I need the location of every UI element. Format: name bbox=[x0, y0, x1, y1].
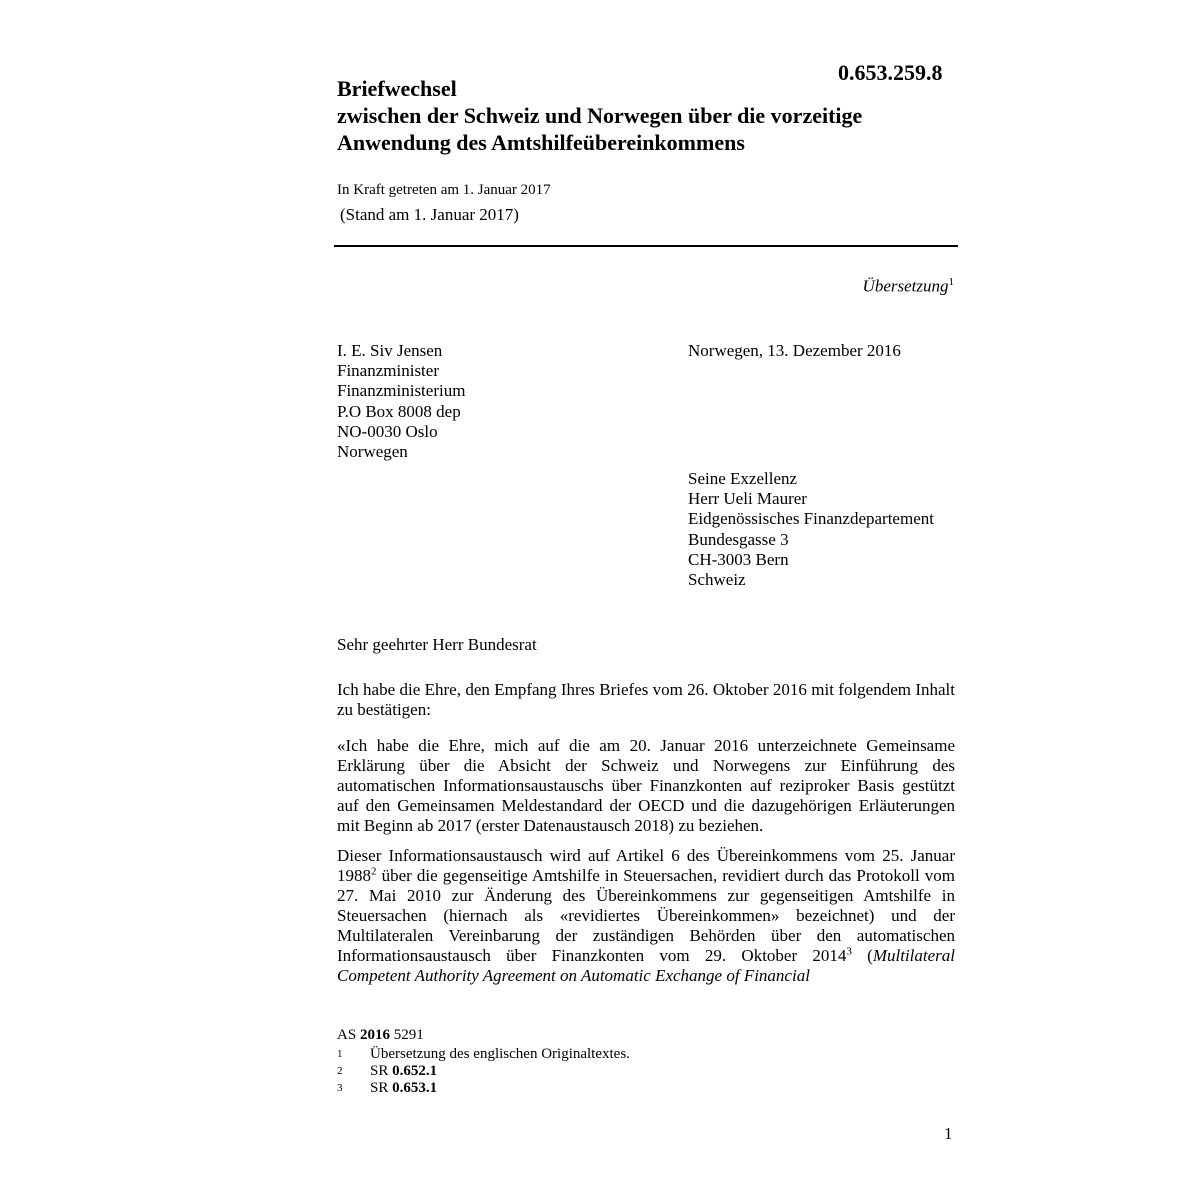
translation-label: Übersetzung bbox=[862, 276, 949, 296]
sender-line: Finanzministerium bbox=[337, 381, 466, 401]
translation-note bbox=[700, 276, 954, 297]
header-divider bbox=[334, 245, 958, 247]
footnote-text: Übersetzung des englischen Originaltextes. bbox=[370, 1046, 630, 1062]
footnote-sr-prefix: SR bbox=[370, 1080, 393, 1096]
recipient-address bbox=[688, 469, 934, 590]
footnote-3 bbox=[337, 1080, 437, 1096]
paragraph-3-italic: Multilateral Competent Authority Agreement on Automatic Exchange of Financial bbox=[337, 946, 956, 985]
paragraph-3-text-c: ( bbox=[851, 946, 873, 965]
as-prefix: AS bbox=[337, 1027, 360, 1043]
body-paragraph-2: «Ich habe die Ehre, mich auf die am 20. Januar 2016 unterzeichnete Gemeinsame Erklärung über die Absicht der Schweiz und Norwegens zur Einführung des automatischen Informationsaustauschs über Finanzkonten auf reziproker Basis gestützt auf den Gemeinsamen Meldestandard der OECD und die dazugehörigen Erläuterungen mit Beginn ab 2017 (erster Datenaustausch 2018) zu beziehen. bbox=[337, 736, 955, 835]
as-page: 5291 bbox=[389, 1027, 424, 1043]
footnote-mark: 3 bbox=[337, 1082, 343, 1094]
footnote-ref-1[interactable]: 1 bbox=[948, 276, 954, 288]
sender-line: I. E. Siv Jensen bbox=[337, 341, 443, 360]
letter-date: Norwegen, 13. Dezember 2016 bbox=[688, 341, 901, 360]
footnote-mark: 1 bbox=[337, 1048, 343, 1060]
as-year: 2016 bbox=[359, 1027, 390, 1043]
paragraph-3-text-a: Dieser Informationsaustausch wird auf Artikel 6 des Übereinkommens vom 25. Januar 1988 bbox=[337, 846, 955, 885]
page-number: 1 bbox=[944, 1124, 953, 1143]
recipient-line: Schweiz bbox=[688, 570, 746, 590]
as-reference bbox=[337, 1027, 424, 1044]
in-kraft-date: In Kraft getreten am 1. Januar 2017 bbox=[337, 182, 551, 198]
sender-address bbox=[337, 341, 465, 462]
footnote-2 bbox=[337, 1063, 437, 1079]
sender-line: P.O Box 8008 dep bbox=[337, 401, 461, 421]
footnote-mark: 2 bbox=[337, 1065, 343, 1077]
footnote-ref-2[interactable]: 2 bbox=[371, 865, 377, 878]
sr-number: 0.653.259.8 bbox=[838, 60, 943, 85]
footnote-sr-prefix: SR bbox=[370, 1063, 393, 1079]
stand-date: (Stand am 1. Januar 2017) bbox=[340, 205, 519, 224]
footnote-ref-3[interactable]: 3 bbox=[846, 945, 852, 958]
body-paragraph-3 bbox=[337, 846, 955, 986]
footnote-sr-number[interactable]: 0.652.1 bbox=[392, 1063, 438, 1079]
footnote-sr-number[interactable]: 0.653.1 bbox=[392, 1080, 438, 1096]
recipient-line: Eidgenössisches Finanzdepartement bbox=[688, 509, 934, 529]
sender-line: Norwegen bbox=[337, 442, 408, 462]
paragraph-3-text-b: über die gegenseitige Amtshilfe in Steuersachen, revidiert durch das Protokoll vom 27. Mai 2010 zur Änderung des Übereinkommens zur gegenseitigen Amtshilfe in Steuersachen (hiernach als «revidiertes Übereinkommen» bezeichnet) und der Multilateralen Vereinbarung der zuständigen Behörden über den automatischen Informationsaustausch über Finanzkonten vom 29. Oktober 2014 bbox=[337, 866, 955, 965]
footnote-1 bbox=[337, 1046, 630, 1062]
recipient-line: Seine Exzellenz bbox=[688, 469, 798, 488]
document-title bbox=[337, 75, 957, 156]
title-line-3: Anwendung des Amtshilfeübereinkommens bbox=[337, 130, 745, 155]
recipient-line: CH-3003 Bern bbox=[688, 549, 789, 569]
sender-line: NO-0030 Oslo bbox=[337, 421, 438, 441]
salutation: Sehr geehrter Herr Bundesrat bbox=[337, 635, 537, 654]
recipient-line: Herr Ueli Maurer bbox=[688, 489, 807, 509]
title-line-2: zwischen der Schweiz und Norwegen über die vorzeitige bbox=[337, 103, 863, 128]
body-paragraph-1: Ich habe die Ehre, den Empfang Ihres Briefes vom 26. Oktober 2016 mit folgendem Inhalt zu bestätigen: bbox=[337, 680, 955, 719]
recipient-line: Bundesgasse 3 bbox=[688, 529, 789, 549]
title-line-1: Briefwechsel bbox=[337, 76, 457, 101]
sender-line: Finanzminister bbox=[337, 361, 439, 381]
